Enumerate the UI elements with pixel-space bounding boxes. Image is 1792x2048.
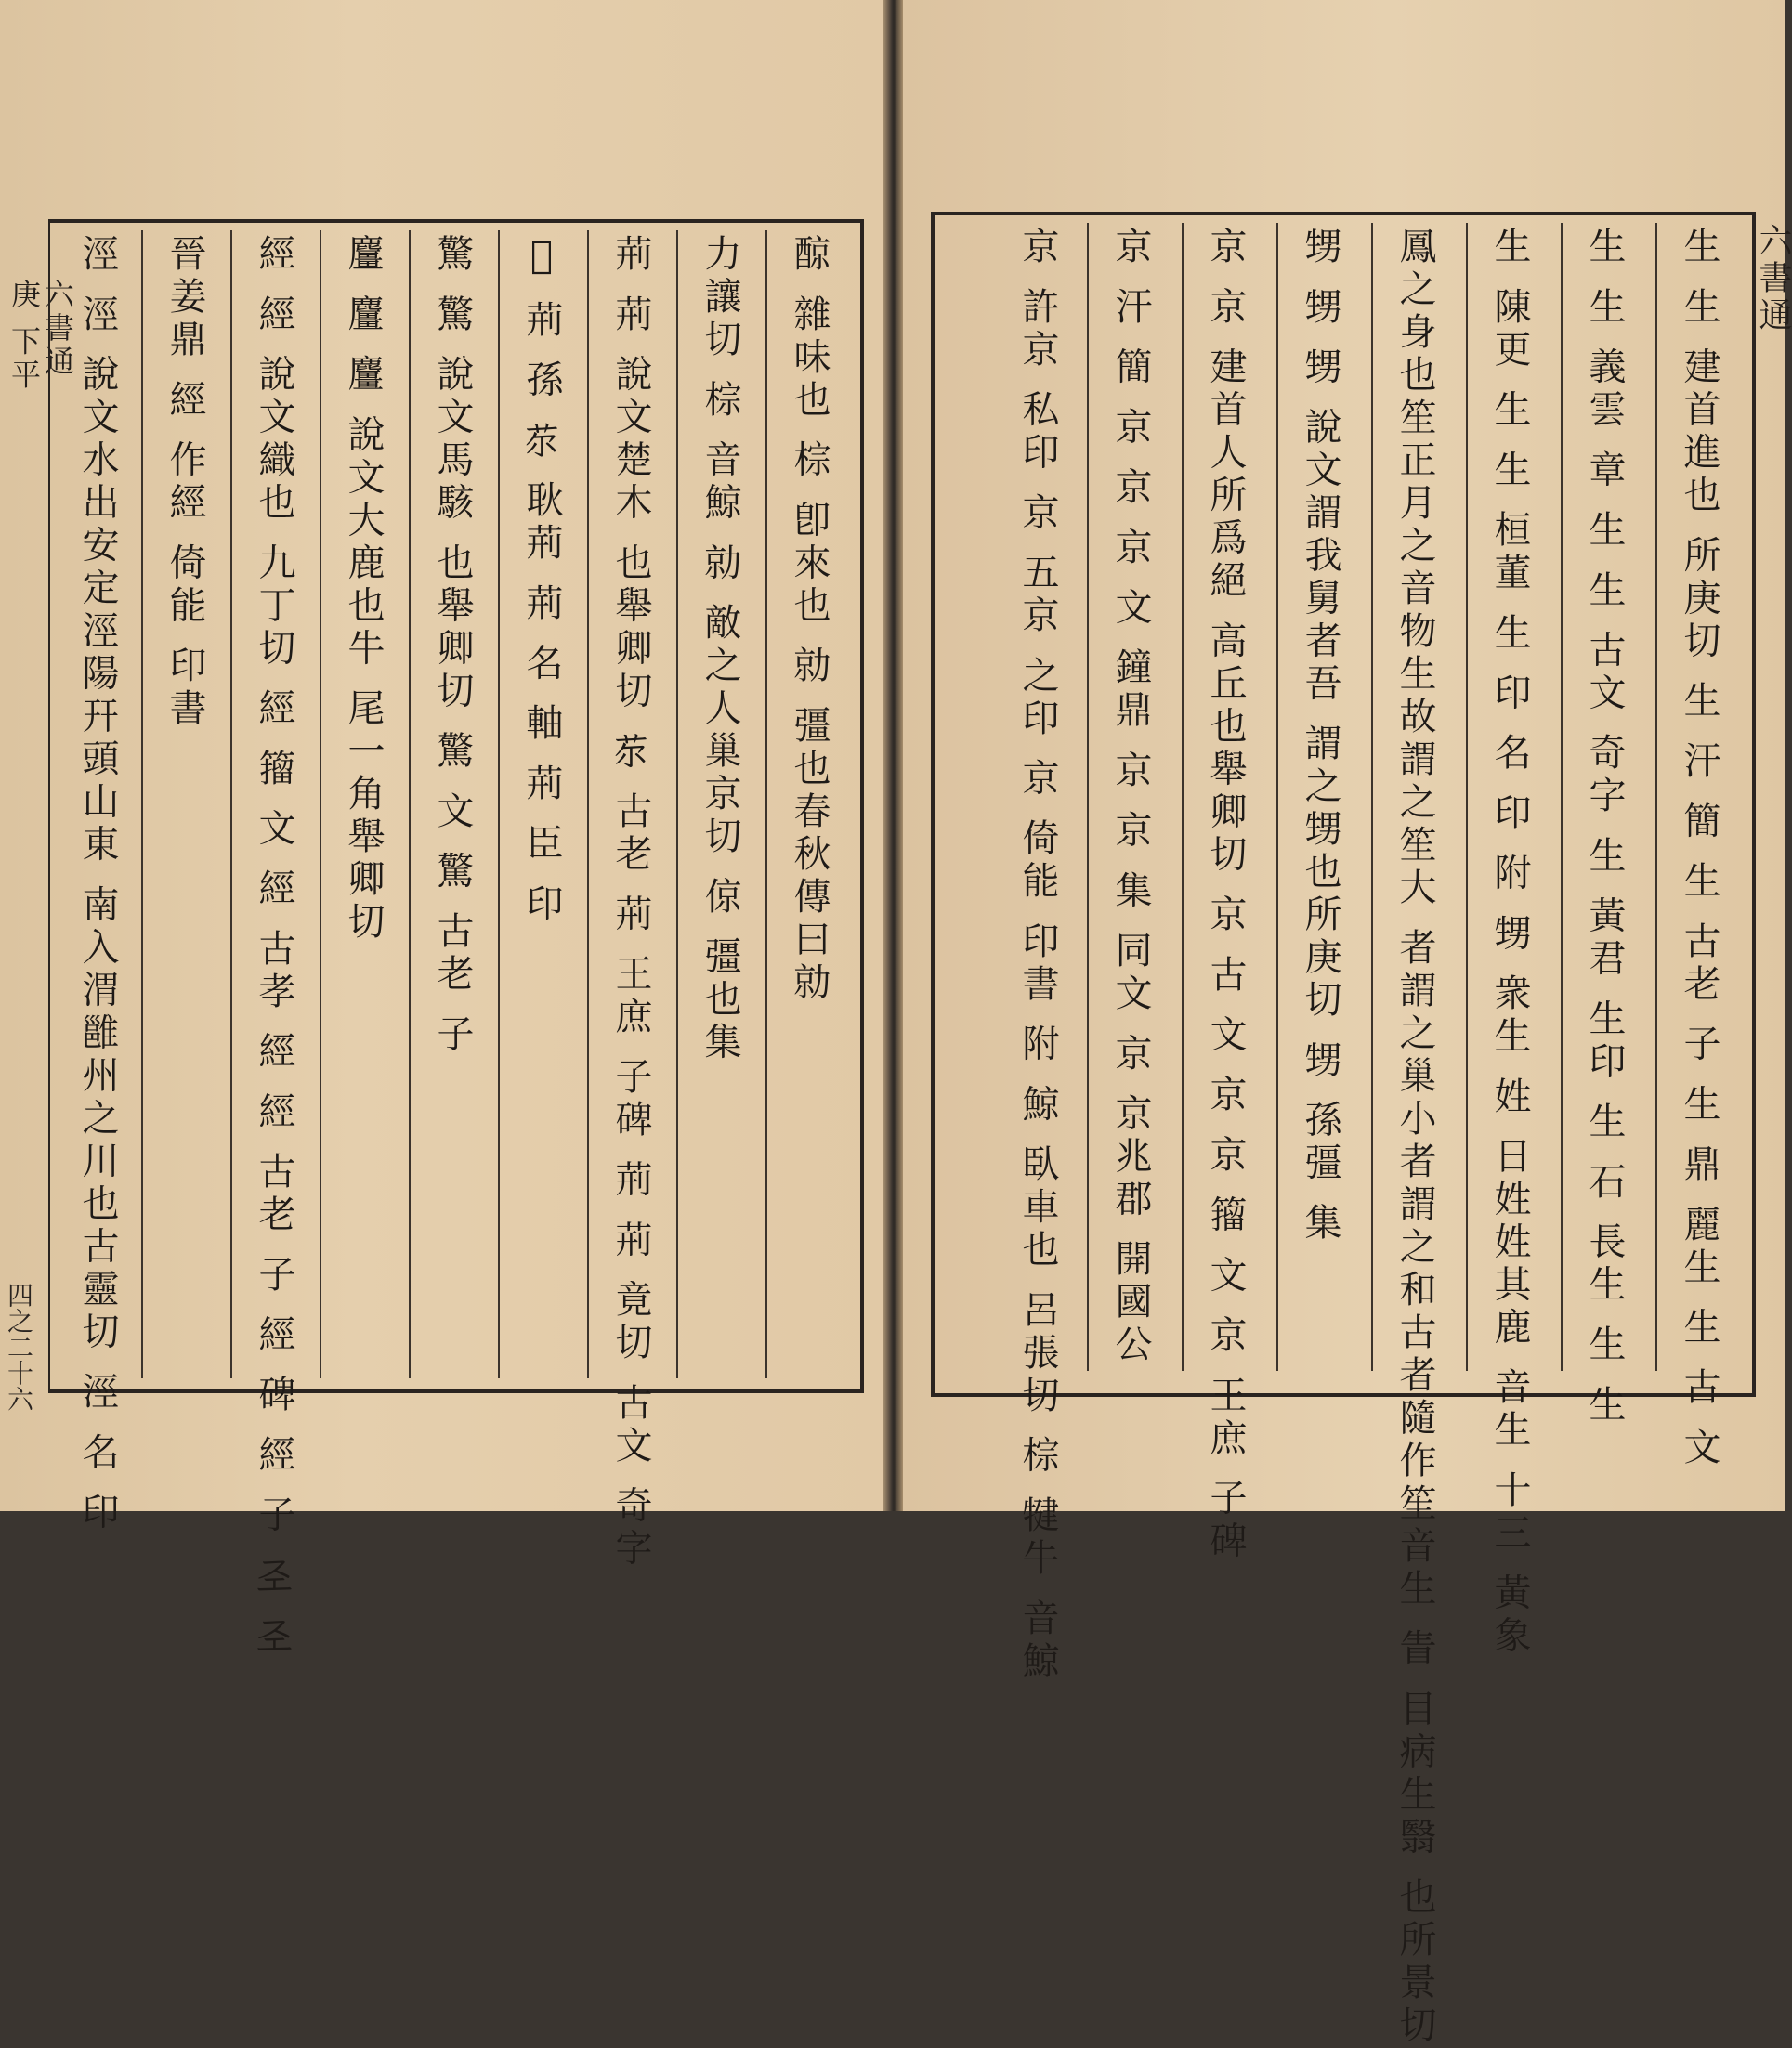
- text-column: 京 汗 簡 京 京 京 文 鐘鼎 京 京 集 同文 京 京兆郡 開國公: [1109, 227, 1152, 1368]
- column-rule: [587, 230, 589, 1378]
- text-column: 麠 麠 麠 說文大鹿也牛 尾一角舉卿切: [342, 234, 385, 945]
- leaf-number: 四之二十六: [4, 1282, 34, 1412]
- text-column: 荊 荊 說文楚木 也舉卿切 𦬼 古老 荊 王庶 子碑 荊 荊 竟切 古文 奇字: [609, 234, 652, 1572]
- column-rule: [409, 230, 411, 1378]
- text-column: 甥 甥 甥 說文謂我舅者吾 謂之甥也所庚切 甥 孫彊 集: [1299, 227, 1341, 1246]
- book-gutter: [883, 0, 903, 1511]
- text-column: 生 陳更 生 生 桓董 生 印 名 印 附 甥 衆生 姓 日姓姓其鹿 音生 十三 黃象: [1488, 227, 1531, 1659]
- right-text-frame: [931, 212, 1756, 2048]
- column-rule: [1655, 223, 1657, 1371]
- text-column: 晉姜鼎 經 作經 倚能 印書: [164, 234, 206, 731]
- text-column: 鳳之身也笙正月之音物生故謂之笙大 者謂之巢小者謂之和古者隨作笙音生 眚 目病生翳 也所景切: [1393, 227, 1436, 2048]
- column-rule: [1276, 223, 1278, 1371]
- column-rule: [230, 230, 232, 1378]
- right-page-margin: 六書通: [1754, 223, 1792, 334]
- column-rule: [141, 230, 143, 1378]
- text-column: 涇 涇 說文水出安定涇陽幵頭山東 南入渭雝州之川也古靈切 涇 名 印: [76, 234, 119, 1535]
- left-text-frame: [48, 219, 864, 1658]
- text-column: 生 生 義雲 章 生 生 古文 奇字 生 黃君 生印 生 石 長生 生 生: [1583, 227, 1626, 1428]
- text-column: 生 生 建首進也 所庚切 生 汗 簡 生 古老 子 生 鼎 麗生 生 古 文: [1678, 227, 1720, 1470]
- left-margin-title: 六書通: [40, 279, 75, 379]
- column-rule: [498, 230, 500, 1378]
- column-rule: [320, 230, 321, 1378]
- text-column: 經 經 說文織也 九丁切 經 籀 文 經 古孝 經 經 古老 子 經 碑 經 子 𢀖 𢀖: [253, 234, 295, 1658]
- left-page: [0, 0, 883, 1658]
- column-rule: [1466, 223, 1468, 1371]
- text-column: 力讓切 棕 音鯨 勍 敵之人巢京切 倞 彊也集: [699, 234, 741, 1065]
- column-rule: [676, 230, 678, 1378]
- text-column: 京 許京 私印 京 五京 之印 京 倚能 印書 附 鯨 臥車也 呂張切 棕 犍牛 音鯨: [1016, 227, 1059, 1684]
- text-column: 京 京 建首人所爲絕 高丘也舉卿切 京 古 文 京 京 籀 文 京 王庶 子碑: [1204, 227, 1247, 1564]
- text-column: 𦭞 荊 孫 𦬼 耿荊 荊 名 軸 荊 臣 印: [520, 234, 563, 927]
- column-rule: [1182, 223, 1184, 1371]
- column-rule: [1561, 223, 1563, 1371]
- column-rule: [1371, 223, 1373, 1371]
- column-rule: [765, 230, 767, 1378]
- left-margin-subtitle: 庚 下平: [7, 279, 42, 393]
- column-rule: [1087, 223, 1089, 1371]
- text-column: 䣼 雜味也 棕 卽來也 勍 彊也春秋傳曰勍: [788, 234, 831, 1005]
- text-column: 驚 驚 說文馬駭 也舉卿切 驚 文 驚 古老 子: [431, 234, 474, 1057]
